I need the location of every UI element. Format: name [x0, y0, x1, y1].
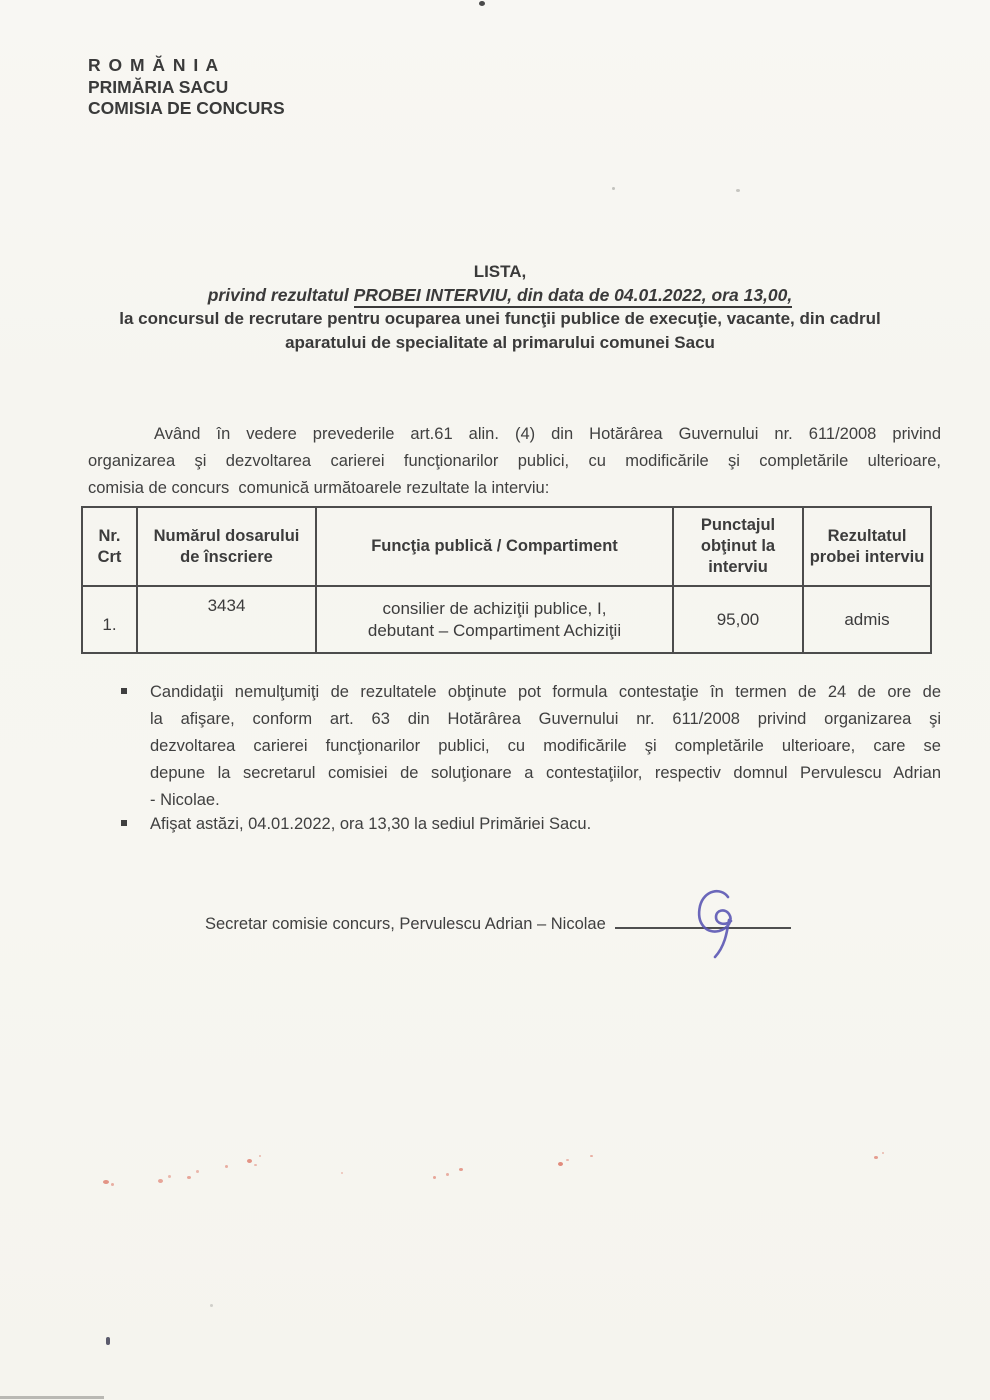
scan-speck-red: [103, 1180, 109, 1184]
contestation-line-1: Candidaţii nemulţumiţi de rezultatele obţinute pot formula contestaţie în termen de 24 de ore de: [150, 683, 941, 701]
scan-speck-red: [259, 1155, 261, 1157]
scan-speck-red: [168, 1175, 171, 1178]
table-header-row: [82, 507, 931, 586]
scan-speck-red: [225, 1165, 228, 1168]
scan-speck-red: [196, 1170, 199, 1173]
scan-speck: [106, 1337, 110, 1345]
signature-label: Secretar comisie concurs, Pervulescu Adrian – Nicolae: [205, 915, 606, 933]
scan-speck-red: [590, 1155, 593, 1157]
header-nr-crt: Nr. Crt: [82, 507, 137, 586]
scan-speck: [210, 1304, 213, 1307]
letterhead-committee: COMISIA DE CONCURS: [88, 98, 285, 118]
scan-speck-red: [111, 1183, 114, 1186]
scan-speck-red: [254, 1164, 257, 1166]
scan-speck-red: [558, 1162, 563, 1166]
intro-paragraph: [88, 421, 941, 502]
cell-nr: 1.: [82, 586, 137, 653]
scan-speck: [612, 187, 615, 190]
scan-speck-red: [459, 1168, 463, 1171]
cell-rezultat: admis: [803, 586, 931, 653]
scan-speck-red: [874, 1156, 878, 1159]
posting-note: [150, 811, 941, 838]
intro-line-3: comisia de concurs comunică următoarele rezultate la interviu:: [88, 479, 550, 497]
letterhead: [88, 55, 285, 120]
bullet-square-icon: [121, 688, 127, 694]
header-rezultat: Rezultatul probei interviu: [803, 507, 931, 586]
document-title: LISTA,: [473, 262, 527, 281]
letterhead-institution: PRIMĂRIA SACU: [88, 76, 229, 97]
scan-speck-red: [566, 1159, 569, 1161]
scan-speck-red: [446, 1173, 449, 1176]
cell-dosar: 3434: [137, 586, 316, 653]
header-functie: Funcţia publică / Compartiment: [316, 507, 673, 586]
document-subtitle: [60, 284, 940, 308]
results-table: [81, 506, 932, 654]
subtitle-underlined: PROBEI INTERVIU, din data de 04.01.2022, ora 13,00,: [354, 285, 793, 308]
scan-speck-red: [187, 1176, 191, 1179]
intro-line-1: Având în vedere prevederile art.61 alin. (4) din Hotărârea Guvernului nr. 611/2008 privind: [154, 425, 941, 443]
subtitle-prefix: privind rezultatul: [207, 284, 354, 305]
signature-underline: [615, 912, 791, 929]
contestation-note: [150, 679, 941, 814]
posting-note-text: Afişat astăzi, 04.01.2022, ora 13,30 la sediul Primăriei Sacu.: [150, 815, 592, 833]
scan-speck-red: [433, 1176, 436, 1179]
intro-line-2: organizarea şi dezvoltarea carierei funcţionarilor publici, cu modificările şi completările ulterioare,: [88, 452, 941, 470]
contestation-line-5: - Nicolae.: [150, 791, 220, 809]
title-block: [60, 260, 940, 354]
letterhead-country: R O M Ă N I A: [88, 55, 220, 75]
bullet-square-icon: [121, 820, 127, 826]
cell-functie: [316, 586, 673, 653]
contestation-line-4: depune la secretarul comisiei de soluţionare a contestaţiilor, respectiv domnul Pervulescu Adrian: [150, 764, 941, 782]
signature-row: [205, 912, 791, 934]
title-line-3: la concursul de recrutare pentru ocuparea unei funcţii publice de execuţie, vacante, din cadrul: [119, 309, 881, 328]
table-row: [82, 586, 931, 653]
scan-speck-red: [158, 1179, 163, 1183]
scan-speck-red: [247, 1159, 252, 1163]
contestation-line-2: la afişare, conform art. 63 din Hotărârea Guvernului nr. 611/2008 privind organizarea şi: [150, 710, 941, 728]
cell-functie-line-2: debutant – Compartiment Achiziţii: [367, 620, 622, 640]
contestation-line-3: dezvoltarea carierei funcţionarilor publici, cu modificările şi completările ulterioare, care se: [150, 737, 941, 755]
cell-punctaj: 95,00: [673, 586, 803, 653]
scan-speck-red: [882, 1152, 884, 1154]
title-line-4: aparatului de specialitate al primarului comunei Sacu: [285, 332, 715, 352]
cell-functie-line-1: consilier de achiziţii publice, I,: [382, 598, 607, 618]
scan-speck: [479, 1, 485, 6]
header-punctaj: Punctajul obţinut la interviu: [673, 507, 803, 586]
scan-speck: [736, 189, 740, 192]
scan-speck-red: [341, 1172, 343, 1174]
scan-edge-artifact: [0, 1396, 104, 1399]
header-numar-dosar: Numărul dosarului de înscriere: [137, 507, 316, 586]
